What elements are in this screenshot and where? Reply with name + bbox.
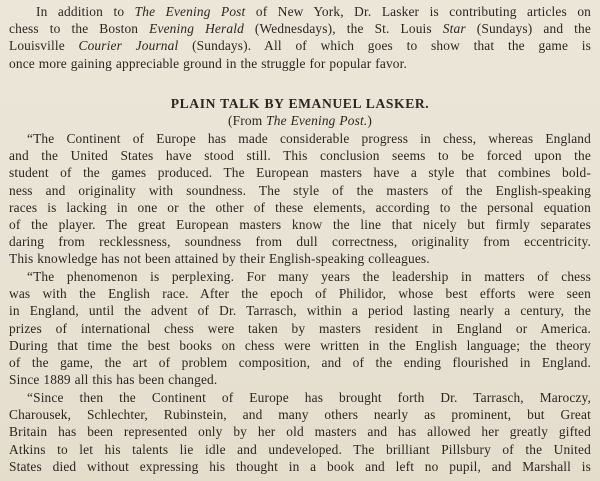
article-paragraph-3: [9, 389, 591, 475]
article-paragraph-1: [9, 130, 591, 268]
newspaper-title: The Evening Post: [134, 4, 246, 19]
text-line: Atkins to let his talents lie idle and undeveloped. The brilliant Pillsbury of the United: [9, 441, 591, 457]
text-line: daring from recklessness, soundness from dull correctness, originality from eccentricity.: [9, 234, 591, 250]
intro-paragraph: [9, 3, 591, 72]
text-line: “The Continent of Europe has made considerable progress in chess, whereas England: [27, 131, 591, 146]
newspaper-title: Courier Journal: [78, 38, 179, 54]
newspaper-title: Evening Herald: [149, 21, 244, 37]
text-line: Charousek, Schlechter, Rubinstein, and many others nearly as prominent, but Great: [9, 407, 591, 423]
text-line: States died without expressing his thought in a book and left no pupil, and Marshall is: [9, 458, 591, 474]
text-line: Louisville Courier Journal (Sundays). All of which goes to show that the game is: [9, 38, 591, 54]
text-line: student of the games produced. The European masters have a style that combines bold-: [9, 165, 591, 181]
text-line: races is lacking in one or the other of these elements, according to the personal equation: [9, 199, 591, 215]
text-line: In addition to The Evening Post of New York, Dr. Lasker is contributing articles on: [36, 4, 591, 19]
article-paragraph-2: [9, 268, 591, 388]
source-newspaper-title: The Evening Post.: [266, 113, 368, 128]
article-source: (From The Evening Post.): [228, 113, 372, 128]
text-line: “The phenomenon is perplexing. For many years the leadership in matters of chess: [27, 269, 591, 284]
text-line: Britain has been represented only by her old masters and has allowed her greatly gifted: [9, 424, 591, 440]
text-line: and the United States have stood still. This conclusion seems to be forced upon the: [9, 148, 591, 164]
article-heading: PLAIN TALK BY EMANUEL LASKER.: [170, 96, 430, 111]
text-line: once more gaining appreciable ground in the struggle for popular favor.: [9, 55, 408, 71]
text-line: During that time the best books on chess were written in the English language; the theory: [9, 337, 591, 353]
text-line: chess to the Boston Evening Herald (Wednesdays), the St. Louis Star (Sundays) and the: [9, 21, 591, 37]
text-line: was with the English race. After the epoch of Philidor, whose best efforts were seen: [9, 286, 591, 302]
text-line: in England, until the advent of Dr. Tarrasch, within a period lasting nearly a century, the: [9, 303, 591, 319]
text-line: This knowledge has not been attained by their English-speaking colleagues.: [9, 251, 430, 267]
text-line: prizes of international chess were taken by masters resident in England or America.: [9, 320, 591, 336]
text-line: “Since then the Continent of Europe has brought forth Dr. Tarrasch, Maroczy,: [27, 390, 591, 405]
newspaper-title: Star: [442, 21, 466, 37]
text-line: of the game, the art of problem composition, and of the ending flourished in England.: [9, 354, 591, 370]
text-line: Since 1889 all this has been changed.: [9, 372, 218, 388]
text-line: ness and originality with soundness. The style of the masters of the English-speaking: [9, 182, 591, 198]
text-line: of the player. The great European masters know the line that nicely but firmly separates: [9, 216, 591, 232]
